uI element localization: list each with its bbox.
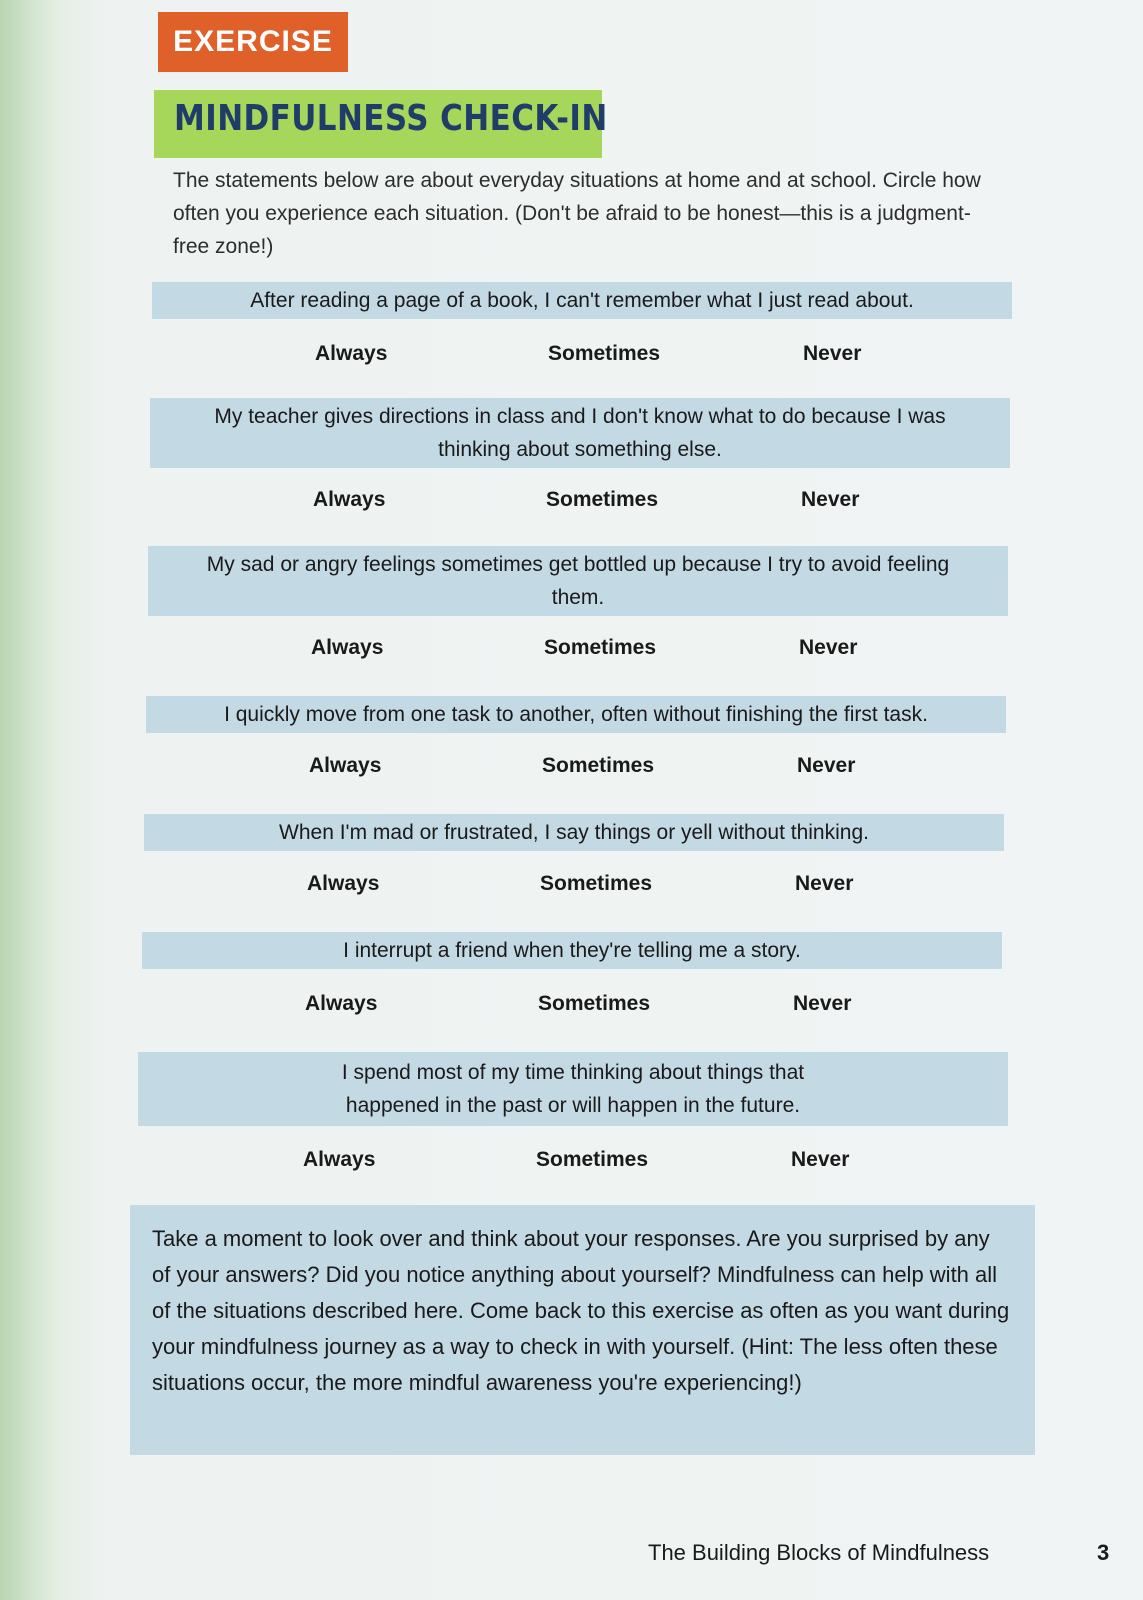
statement-5: When I'm mad or frustrated, I say things or yell without thinking. [144, 814, 1004, 851]
option-never[interactable]: Never [797, 754, 856, 777]
option-always[interactable]: Always [313, 488, 386, 511]
option-sometimes[interactable]: Sometimes [542, 754, 655, 777]
intro-text: The statements below are about everyday situations at home and at school. Circle how often you experience each situation. (Don't be afraid to be honest—this is a judgment-free zone!) [173, 169, 981, 258]
option-never[interactable]: Never [801, 488, 860, 511]
option-sometimes[interactable]: Sometimes [546, 488, 659, 511]
page-number: 3 [1097, 1540, 1110, 1565]
option-never[interactable]: Never [799, 636, 858, 659]
option-always[interactable]: Always [307, 872, 380, 895]
statement-7: I spend most of my time thinking about things that happened in the past or will happen in the future. [138, 1052, 1008, 1126]
statement-6: I interrupt a friend when they're telling me a story. [142, 932, 1002, 969]
page-title: MINDFULNESS CHECK-IN [174, 98, 608, 139]
exercise-tag: EXERCISE [158, 12, 348, 72]
statement-3: My sad or angry feelings sometimes get bottled up because I try to avoid feeling them. [148, 546, 1008, 616]
statement-4: I quickly move from one task to another, often without finishing the first task. [146, 696, 1006, 733]
statement-2: My teacher gives directions in class and I don't know what to do because I was thinking about something else. [150, 398, 1010, 468]
option-never[interactable]: Never [803, 342, 862, 365]
option-sometimes[interactable]: Sometimes [548, 342, 661, 365]
statement-1: After reading a page of a book, I can't remember what I just read about. [152, 282, 1012, 319]
option-never[interactable]: Never [795, 872, 854, 895]
option-always[interactable]: Always [309, 754, 382, 777]
option-sometimes[interactable]: Sometimes [536, 1148, 649, 1171]
option-always[interactable]: Always [311, 636, 384, 659]
option-never[interactable]: Never [791, 1148, 850, 1171]
option-sometimes[interactable]: Sometimes [544, 636, 657, 659]
option-sometimes[interactable]: Sometimes [538, 992, 651, 1015]
reflection-box: Take a moment to look over and think about your responses. Are you surprised by any of your answers? Did you notice anything about yourself? Mindfulness can help with all of the situations described here. Come back to this exercise as often as you want during your mindfulness journey as a way to check in with yourself. (Hint: The less often these situations occur, the more mindful awareness you're experiencing!) [130, 1205, 1035, 1455]
option-always[interactable]: Always [315, 342, 388, 365]
option-never[interactable]: Never [793, 992, 852, 1015]
option-always[interactable]: Always [303, 1148, 376, 1171]
option-sometimes[interactable]: Sometimes [540, 872, 653, 895]
option-always[interactable]: Always [305, 992, 378, 1015]
footer-chapter-title: The Building Blocks of Mindfulness [648, 1540, 990, 1565]
